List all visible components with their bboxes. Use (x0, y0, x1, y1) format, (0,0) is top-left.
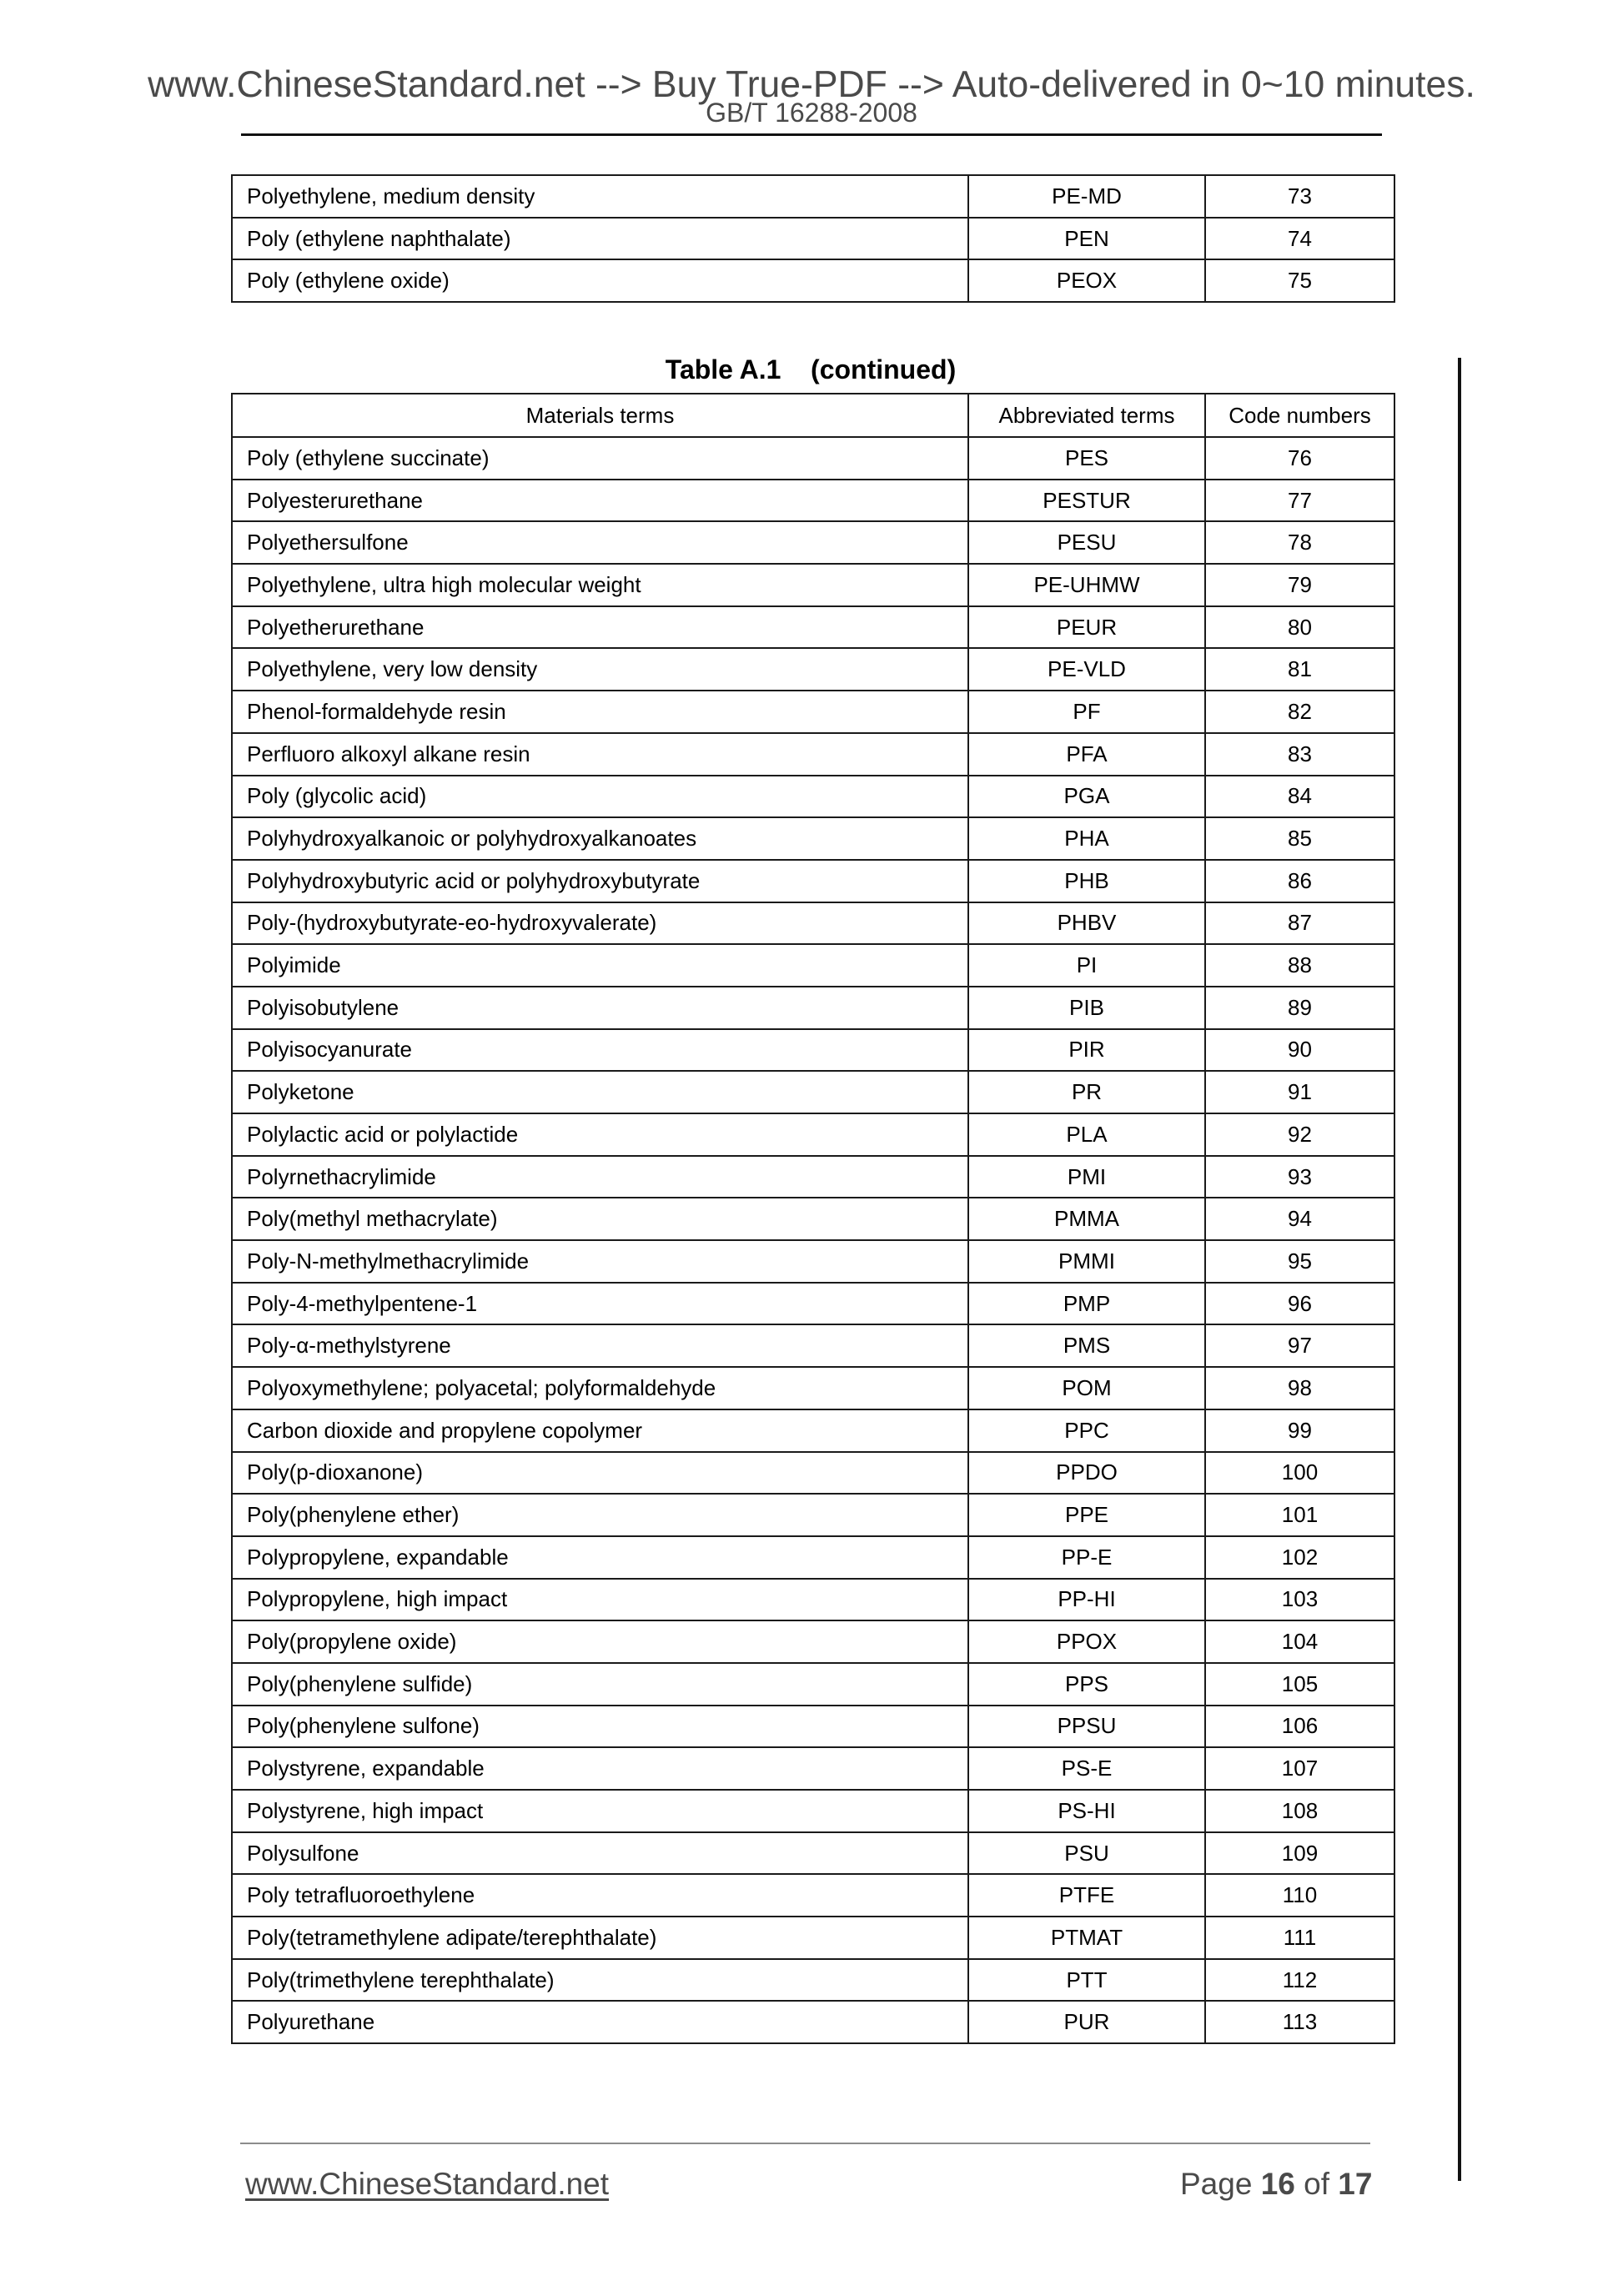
material-cell: Poly(propylene oxide) (232, 1620, 968, 1663)
material-cell: Poly(phenylene sulfone) (232, 1706, 968, 1748)
table-row (232, 1113, 1394, 1156)
site-banner: www.ChineseStandard.net --> Buy True-PDF --> Auto-delivered in 0~10 minutes. (148, 64, 1475, 105)
change-bar (1458, 358, 1461, 2181)
code-number-cell: 83 (1205, 733, 1394, 776)
table-row (232, 480, 1394, 522)
abbreviation-cell: POM (968, 1367, 1205, 1409)
code-number-cell: 96 (1205, 1283, 1394, 1325)
abbreviation-cell: PEUR (968, 606, 1205, 649)
table-row (232, 175, 1394, 218)
material-cell: Poly(tetramethylene adipate/terephthalate) (232, 1917, 968, 1959)
code-number-cell: 74 (1205, 218, 1394, 260)
material-cell: Carbon dioxide and propylene copolymer (232, 1409, 968, 1452)
column-header-abbreviated: Abbreviated terms (968, 394, 1205, 437)
page-current: 16 (1260, 2167, 1295, 2201)
table-row (232, 1874, 1394, 1917)
code-number-cell: 106 (1205, 1706, 1394, 1748)
code-number-cell: 93 (1205, 1156, 1394, 1198)
material-cell: Polyesterurethane (232, 480, 968, 522)
code-number-cell: 82 (1205, 691, 1394, 733)
table-row (232, 1959, 1394, 2002)
abbreviation-cell: PTFE (968, 1874, 1205, 1917)
abbreviation-cell: PMP (968, 1283, 1205, 1325)
table-row (232, 902, 1394, 945)
material-cell: Poly-4-methylpentene-1 (232, 1283, 968, 1325)
material-cell: Polyimide (232, 944, 968, 987)
table-row (232, 944, 1394, 987)
material-cell: Polysulfone (232, 1832, 968, 1875)
table-row (232, 1579, 1394, 1621)
code-number-cell: 87 (1205, 902, 1394, 945)
code-number-cell: 90 (1205, 1029, 1394, 1072)
code-number-cell: 110 (1205, 1874, 1394, 1917)
abbreviation-cell: PR (968, 1071, 1205, 1113)
abbreviation-cell: PIB (968, 987, 1205, 1029)
materials-table (231, 393, 1395, 2044)
code-number-cell: 97 (1205, 1324, 1394, 1367)
table-row (232, 564, 1394, 606)
page-of: of (1304, 2167, 1329, 2201)
table-row (232, 648, 1394, 691)
footer-site-link[interactable]: www.ChineseStandard.net (245, 2167, 610, 2201)
material-cell: Polyethylene, ultra high molecular weight (232, 564, 968, 606)
table-row (232, 860, 1394, 902)
abbreviation-cell: PMI (968, 1156, 1205, 1198)
abbreviation-cell: PF (968, 691, 1205, 733)
material-cell: Polypropylene, high impact (232, 1579, 968, 1621)
code-number-cell: 111 (1205, 1917, 1394, 1959)
material-cell: Polystyrene, high impact (232, 1790, 968, 1832)
column-header-materials: Materials terms (232, 394, 968, 437)
abbreviation-cell: PMMA (968, 1198, 1205, 1240)
material-cell: Polyhydroxybutyric acid or polyhydroxybutyrate (232, 860, 968, 902)
page-prefix: Page (1180, 2167, 1253, 2201)
table-row (232, 521, 1394, 564)
table-row (232, 817, 1394, 860)
table-row (232, 1747, 1394, 1790)
abbreviation-cell: PESU (968, 521, 1205, 564)
abbreviation-cell: PE-UHMW (968, 564, 1205, 606)
abbreviation-cell: PS-E (968, 1747, 1205, 1790)
abbreviation-cell: PSU (968, 1832, 1205, 1875)
material-cell: Poly tetrafluoroethylene (232, 1874, 968, 1917)
material-cell: Poly(p-dioxanone) (232, 1452, 968, 1495)
code-number-cell: 103 (1205, 1579, 1394, 1621)
code-number-cell: 80 (1205, 606, 1394, 649)
material-cell: Poly-N-methylmethacrylimide (232, 1240, 968, 1283)
material-cell: Poly(phenylene ether) (232, 1494, 968, 1536)
material-cell: Polyrnethacrylimide (232, 1156, 968, 1198)
code-number-cell: 78 (1205, 521, 1394, 564)
abbreviation-cell: PP-E (968, 1536, 1205, 1579)
table-row (232, 1324, 1394, 1367)
table-row (232, 1620, 1394, 1663)
code-number-cell: 79 (1205, 564, 1394, 606)
abbreviation-cell: PI (968, 944, 1205, 987)
table-row (232, 1029, 1394, 1072)
abbreviation-cell: PMS (968, 1324, 1205, 1367)
abbreviation-cell: PEOX (968, 259, 1205, 302)
material-cell: Poly(trimethylene terephthalate) (232, 1959, 968, 2002)
table-row (232, 1452, 1394, 1495)
code-number-cell: 91 (1205, 1071, 1394, 1113)
code-number-cell: 112 (1205, 1959, 1394, 2002)
abbreviation-cell: PESTUR (968, 480, 1205, 522)
table-row (232, 1071, 1394, 1113)
table-row (232, 1198, 1394, 1240)
code-number-cell: 88 (1205, 944, 1394, 987)
abbreviation-cell: PUR (968, 2001, 1205, 2043)
material-cell: Poly (ethylene naphthalate) (232, 218, 968, 260)
code-number-cell: 99 (1205, 1409, 1394, 1452)
abbreviation-cell: PTT (968, 1959, 1205, 2002)
code-number-cell: 101 (1205, 1494, 1394, 1536)
table-row (232, 1790, 1394, 1832)
code-number-cell: 75 (1205, 259, 1394, 302)
material-cell: Polyethersulfone (232, 521, 968, 564)
table-title (0, 354, 1623, 384)
material-cell: Polystyrene, expandable (232, 1747, 968, 1790)
abbreviation-cell: PEN (968, 218, 1205, 260)
material-cell: Polyetherurethane (232, 606, 968, 649)
page-total: 17 (1338, 2167, 1373, 2201)
column-header-code: Code numbers (1205, 394, 1394, 437)
table-row (232, 1832, 1394, 1875)
material-cell: Polyisobutylene (232, 987, 968, 1029)
table-row (232, 691, 1394, 733)
abbreviation-cell: PHB (968, 860, 1205, 902)
code-number-cell: 102 (1205, 1536, 1394, 1579)
abbreviation-cell: PPE (968, 1494, 1205, 1536)
material-cell: Polyethylene, very low density (232, 648, 968, 691)
material-cell: Polyethylene, medium density (232, 175, 968, 218)
code-number-cell: 100 (1205, 1452, 1394, 1495)
page-indicator (1180, 2167, 1372, 2202)
table-row (232, 1706, 1394, 1748)
abbreviation-cell: PS-HI (968, 1790, 1205, 1832)
material-cell: Poly (ethylene succinate) (232, 437, 968, 480)
table-row (232, 1283, 1394, 1325)
material-cell: Polyketone (232, 1071, 968, 1113)
abbreviation-cell: PE-VLD (968, 648, 1205, 691)
abbreviation-cell: PPOX (968, 1620, 1205, 1663)
abbreviation-cell: PIR (968, 1029, 1205, 1072)
table-row (232, 987, 1394, 1029)
abbreviation-cell: PTMAT (968, 1917, 1205, 1959)
material-cell: Perfluoro alkoxyl alkane resin (232, 733, 968, 776)
table-row (232, 1156, 1394, 1198)
material-cell: Polyurethane (232, 2001, 968, 2043)
code-number-cell: 73 (1205, 175, 1394, 218)
abbreviation-cell: PES (968, 437, 1205, 480)
table-row (232, 1917, 1394, 1959)
code-number-cell: 84 (1205, 776, 1394, 818)
abbreviation-cell: PE-MD (968, 175, 1205, 218)
code-number-cell: 76 (1205, 437, 1394, 480)
code-number-cell: 104 (1205, 1620, 1394, 1663)
code-number-cell: 89 (1205, 987, 1394, 1029)
material-cell: Poly(phenylene sulfide) (232, 1663, 968, 1706)
table-row (232, 733, 1394, 776)
table-row (232, 1494, 1394, 1536)
table-row (232, 437, 1394, 480)
table-row (232, 1536, 1394, 1579)
abbreviation-cell: PGA (968, 776, 1205, 818)
abbreviation-cell: PPS (968, 1663, 1205, 1706)
material-cell: Poly (ethylene oxide) (232, 259, 968, 302)
code-number-cell: 108 (1205, 1790, 1394, 1832)
table-row (232, 1240, 1394, 1283)
abbreviation-cell: PLA (968, 1113, 1205, 1156)
table-title-main: Table A.1 (665, 354, 781, 384)
abbreviation-cell: PPC (968, 1409, 1205, 1452)
code-number-cell: 98 (1205, 1367, 1394, 1409)
code-number-cell: 81 (1205, 648, 1394, 691)
table-row (232, 1409, 1394, 1452)
material-cell: Poly-α-methylstyrene (232, 1324, 968, 1367)
material-cell: Phenol-formaldehyde resin (232, 691, 968, 733)
material-cell: Polyisocyanurate (232, 1029, 968, 1072)
material-cell: Polyoxymethylene; polyacetal; polyformaldehyde (232, 1367, 968, 1409)
abbreviation-cell: PMMI (968, 1240, 1205, 1283)
code-number-cell: 95 (1205, 1240, 1394, 1283)
material-cell: Polyhydroxyalkanoic or polyhydroxyalkanoates (232, 817, 968, 860)
code-number-cell: 105 (1205, 1663, 1394, 1706)
code-number-cell: 86 (1205, 860, 1394, 902)
table-row (232, 259, 1394, 302)
header-divider (241, 133, 1382, 136)
code-number-cell: 77 (1205, 480, 1394, 522)
material-cell: Polypropylene, expandable (232, 1536, 968, 1579)
material-cell: Poly (glycolic acid) (232, 776, 968, 818)
table-row (232, 1367, 1394, 1409)
table-row (232, 606, 1394, 649)
table-row (232, 1663, 1394, 1706)
table-row (232, 776, 1394, 818)
abbreviation-cell: PPDO (968, 1452, 1205, 1495)
abbreviation-cell: PP-HI (968, 1579, 1205, 1621)
code-number-cell: 85 (1205, 817, 1394, 860)
table-row (232, 2001, 1394, 2043)
material-cell: Poly-(hydroxybutyrate-eo-hydroxyvalerate) (232, 902, 968, 945)
document-id: GB/T 16288-2008 (706, 98, 917, 128)
continued-table-top (231, 174, 1395, 303)
code-number-cell: 109 (1205, 1832, 1394, 1875)
abbreviation-cell: PHA (968, 817, 1205, 860)
abbreviation-cell: PFA (968, 733, 1205, 776)
code-number-cell: 94 (1205, 1198, 1394, 1240)
footer-divider (240, 2143, 1370, 2144)
table-header-row (232, 394, 1394, 437)
code-number-cell: 92 (1205, 1113, 1394, 1156)
code-number-cell: 113 (1205, 2001, 1394, 2043)
material-cell: Poly(methyl methacrylate) (232, 1198, 968, 1240)
abbreviation-cell: PHBV (968, 902, 1205, 945)
code-number-cell: 107 (1205, 1747, 1394, 1790)
table-row (232, 218, 1394, 260)
abbreviation-cell: PPSU (968, 1706, 1205, 1748)
material-cell: Polylactic acid or polylactide (232, 1113, 968, 1156)
table-title-suffix: (continued) (811, 354, 957, 384)
